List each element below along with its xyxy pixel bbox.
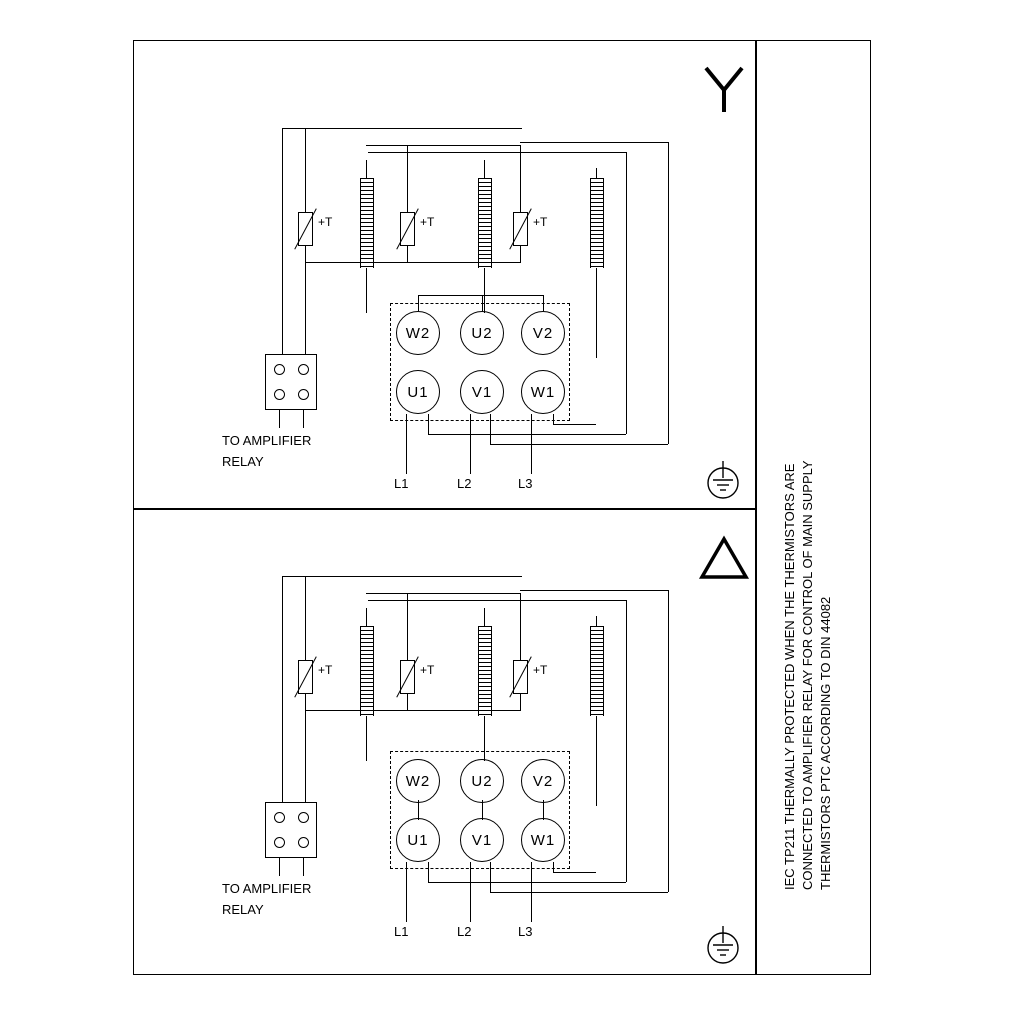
ptc-top-bus-2 [366,593,520,594]
ptc-3-top-wire [520,145,521,212]
ptc-2-top-wire [407,593,408,660]
thermistor-label-2: +T [420,215,435,229]
ptc-2-3-link [407,710,520,711]
loop-wire-right-a-bottom [428,882,626,883]
delta-triangle-symbol [698,535,750,581]
star-point-bridge [418,295,544,296]
loop-wire-mid-drop-3 [553,862,554,872]
coil-1-top-lead [366,608,367,626]
coil-2-bottom-lead [484,716,485,761]
ptc-1-top-wire [305,576,306,660]
supply-label-L3: L3 [518,924,533,939]
winding-coil-1 [360,178,374,268]
earth-ground-symbol [700,925,746,971]
connector-lead-1 [279,410,280,428]
terminal-U2[interactable]: U2 [460,759,504,803]
terminal-W1[interactable]: W1 [521,370,565,414]
terminal-V2[interactable]: V2 [521,311,565,355]
ptc-3-top-wire [520,593,521,660]
ptc-2-bottom-wire [407,694,408,711]
wye-star-symbol [698,62,750,114]
ptc-3-bottom-wire [520,694,521,711]
connector-pin-4 [298,837,309,848]
loop-wire-mid-drop-2 [490,862,491,892]
supply-lead-L1 [406,414,407,474]
connector-pin-3 [274,389,285,400]
amplifier-connector[interactable] [265,354,317,410]
loop-wire-right-a-top [368,152,626,153]
loop-wire-mid-drop-1 [428,414,429,434]
winding-coil-1 [360,626,374,716]
coil-1-top-lead [366,160,367,178]
supply-lead-L2 [470,862,471,922]
loop-wire-right-a-top [368,600,626,601]
note-line-3: THERMISTORS PTC ACCORDING TO DIN 44082 [818,596,833,890]
loop-wire-right-b-top [520,142,668,143]
thermistor-label-2: +T [420,663,435,677]
terminal-U2[interactable]: U2 [460,311,504,355]
loop-wire-right-a-bottom [428,434,626,435]
ptc-top-bus-1 [282,576,522,577]
supply-label-L1: L1 [394,476,409,491]
ptc-top-bus-1 [282,128,522,129]
star-bridge-drop-u2 [482,295,483,311]
terminal-W1[interactable]: W1 [521,818,565,862]
note-line-2: CONNECTED TO AMPLIFIER RELAY FOR CONTROL OF MAIN SUPPLY [800,460,815,890]
connector-pin-1 [274,364,285,375]
connector-lead-2 [303,858,304,876]
amplifier-label-line-2: RELAY [222,454,264,469]
amplifier-label-line-2: RELAY [222,902,264,917]
loop-wire-right-b-top [520,590,668,591]
loop-wire-right-b [668,142,669,444]
amplifier-connector[interactable] [265,802,317,858]
delta-bridge-v2 [543,800,544,820]
connector-lead-2 [303,410,304,428]
amplifier-label-line-1: TO AMPLIFIER [222,881,312,896]
loop-wire-mid-drop-1 [428,862,429,882]
terminal-V1[interactable]: V1 [460,370,504,414]
terminal-V2[interactable]: V2 [521,759,565,803]
supply-label-L2: L2 [457,924,472,939]
terminal-W2[interactable]: W2 [396,759,440,803]
loop-wire-right-b-bottom [490,444,668,445]
ptc-bus-left-drop [282,128,283,356]
amplifier-label-line-1: TO AMPLIFIER [222,433,312,448]
ptc-2-top-wire [407,145,408,212]
earth-ground-symbol [700,460,746,506]
connector-pin-1 [274,812,285,823]
coil-3-top-lead [596,168,597,178]
ptc-3-bottom-wire [520,246,521,263]
connector-lead-1 [279,858,280,876]
panel-divider [133,508,756,510]
loop-wire-short [553,872,596,873]
coil-3-top-lead [596,616,597,626]
supply-label-L1: L1 [394,924,409,939]
coil-2-top-lead [484,608,485,626]
ptc-2-bottom-wire [407,246,408,263]
supply-label-L3: L3 [518,476,533,491]
supply-lead-L2 [470,414,471,474]
loop-wire-right-a [626,600,627,882]
loop-wire-right-b-bottom [490,892,668,893]
thermistor-label-3: +T [533,663,548,677]
coil-2-bottom-lead [484,268,485,313]
ptc-1-2-link [305,710,407,711]
ptc-top-bus-2 [366,145,520,146]
coil-1-bottom-lead [366,716,367,761]
star-bridge-drop-w2 [418,295,419,311]
delta-bridge-u2 [482,800,483,820]
ptc-bus-left-drop [282,576,283,804]
connector-pin-3 [274,837,285,848]
terminal-V1[interactable]: V1 [460,818,504,862]
terminal-W2[interactable]: W2 [396,311,440,355]
thermistor-label-1: +T [318,215,333,229]
connector-pin-2 [298,812,309,823]
winding-coil-2 [478,178,492,268]
terminal-U1[interactable]: U1 [396,818,440,862]
loop-wire-short [553,424,596,425]
delta-bridge-w2 [418,800,419,820]
thermistor-label-3: +T [533,215,548,229]
ptc-1-2-link [305,262,407,263]
coil-3-bottom-lead [596,268,597,358]
loop-wire-right-a [626,152,627,434]
connector-pin-2 [298,364,309,375]
connector-pin-4 [298,389,309,400]
loop-wire-mid-drop-2 [490,414,491,444]
ptc-2-3-link [407,262,520,263]
supply-label-L2: L2 [457,476,472,491]
winding-coil-2 [478,626,492,716]
winding-coil-3 [590,178,604,268]
coil-3-bottom-lead [596,716,597,806]
coil-2-top-lead [484,160,485,178]
winding-coil-3 [590,626,604,716]
ptc-1-top-wire [305,128,306,212]
star-bridge-drop-v2 [543,295,544,311]
thermistor-label-1: +T [318,663,333,677]
loop-wire-mid-drop-3 [553,414,554,424]
terminal-U1[interactable]: U1 [396,370,440,414]
supply-lead-L1 [406,862,407,922]
loop-wire-right-b [668,590,669,892]
coil-1-bottom-lead [366,268,367,313]
note-line-1: IEC TP211 THERMALLY PROTECTED WHEN THE THERMISTORS ARE [782,463,797,890]
